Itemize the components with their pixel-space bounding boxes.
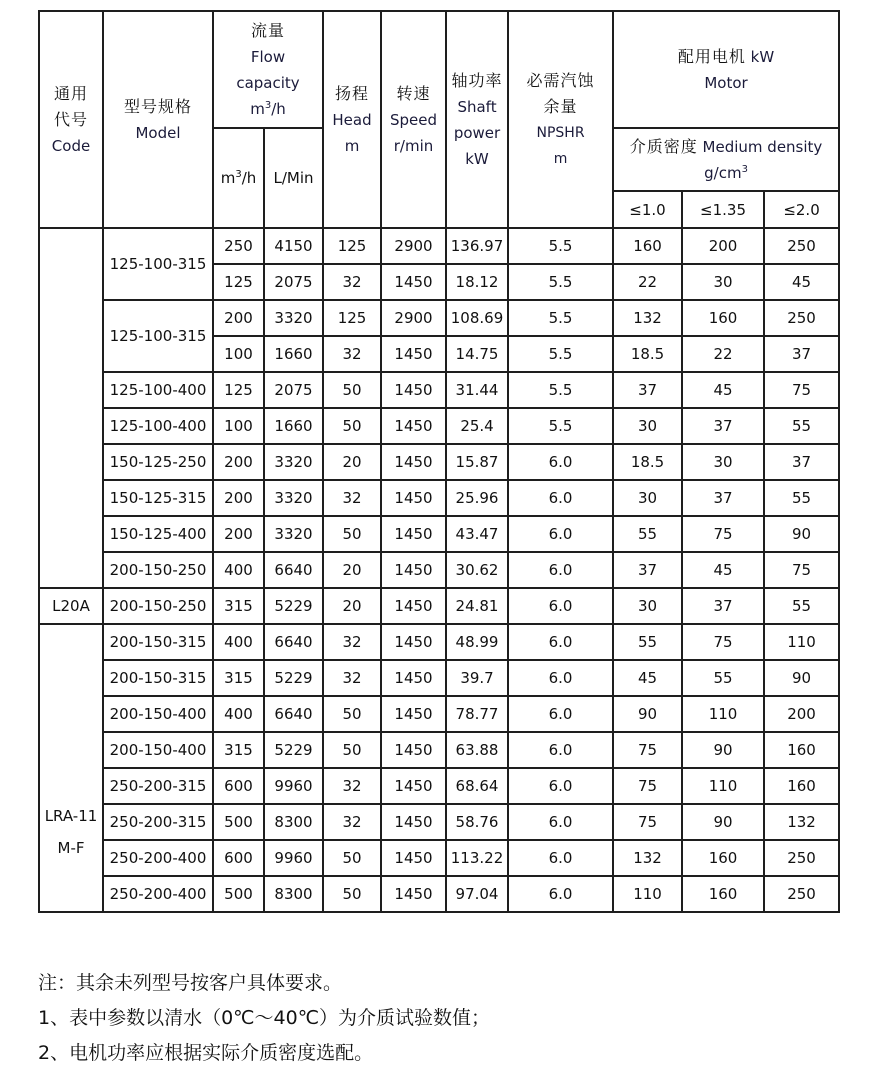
cell-shaft-power: 48.99 xyxy=(446,624,508,660)
table-row xyxy=(39,768,839,804)
cell-shaft-power: 18.12 xyxy=(446,264,508,300)
cell-flow-lmin: 8300 xyxy=(264,804,323,840)
cell-npshr: 6.0 xyxy=(508,696,613,732)
cell-npshr: 5.5 xyxy=(508,336,613,372)
cell-shaft-power: 31.44 xyxy=(446,372,508,408)
note-line: 1、表中参数以清水（0℃～40℃）为介质试验数值； xyxy=(38,1007,491,1029)
code-label: LRA-11 M-F xyxy=(44,807,98,857)
table-row xyxy=(39,444,839,480)
pump-spec-table xyxy=(38,10,840,913)
cell-motor-3: 37 xyxy=(764,444,839,480)
cell-shaft-power: 63.88 xyxy=(446,732,508,768)
cell-motor-3: 160 xyxy=(764,768,839,804)
cell-motor-2: 90 xyxy=(682,804,764,840)
cell-head: 50 xyxy=(323,696,381,732)
table-row xyxy=(39,480,839,516)
table-row xyxy=(39,588,839,624)
header-speed-en: Speed xyxy=(390,110,438,129)
cell-flow-lmin: 3320 xyxy=(264,444,323,480)
cell-motor-2: 160 xyxy=(682,876,764,912)
cell-model: 150-125-250 xyxy=(103,444,213,480)
cell-flow-m3h: 100 xyxy=(213,336,264,372)
cell-model: 125-100-315 xyxy=(103,300,213,372)
cell-flow-lmin: 3320 xyxy=(264,300,323,336)
header-density xyxy=(613,128,839,191)
cell-flow-m3h: 600 xyxy=(213,840,264,876)
table-row xyxy=(39,552,839,588)
table-row xyxy=(39,660,839,696)
cell-head: 20 xyxy=(323,552,381,588)
cell-flow-m3h: 200 xyxy=(213,516,264,552)
cell-speed: 1450 xyxy=(381,840,446,876)
cell-head: 50 xyxy=(323,516,381,552)
header-shaft-cn: 轴功率 xyxy=(451,70,503,90)
cell-motor-2: 45 xyxy=(682,552,764,588)
cell-flow-lmin: 3320 xyxy=(264,480,323,516)
cell-flow-lmin: 5229 xyxy=(264,732,323,768)
cell-shaft-power: 39.7 xyxy=(446,660,508,696)
cell-motor-1: 75 xyxy=(613,768,682,804)
cell-speed: 1450 xyxy=(381,516,446,552)
cell-head: 32 xyxy=(323,660,381,696)
table-row xyxy=(39,516,839,552)
cell-motor-1: 75 xyxy=(613,804,682,840)
cell-model: 200-150-250 xyxy=(103,552,213,588)
cell-head: 50 xyxy=(323,372,381,408)
cell-shaft-power: 78.77 xyxy=(446,696,508,732)
header-motor xyxy=(613,11,839,128)
header-code-en: Code xyxy=(51,136,91,155)
cell-motor-1: 37 xyxy=(613,552,682,588)
cell-shaft-power: 113.22 xyxy=(446,840,508,876)
cell-head: 125 xyxy=(323,300,381,336)
cell-flow-lmin: 6640 xyxy=(264,624,323,660)
header-motor-cn: 配用电机 xyxy=(677,46,746,66)
header-flow-m3h: $m^3/h$ xyxy=(213,128,264,228)
cell-flow-m3h: 400 xyxy=(213,696,264,732)
cell-shaft-power: 15.87 xyxy=(446,444,508,480)
table-row xyxy=(39,228,839,264)
cell-speed: 1450 xyxy=(381,804,446,840)
cell-motor-2: 75 xyxy=(682,624,764,660)
header-npshr-en: NPSHR xyxy=(536,124,585,141)
cell-motor-1: 37 xyxy=(613,372,682,408)
table-header xyxy=(39,11,839,228)
cell-motor-2: 37 xyxy=(682,588,764,624)
header-flow-unit: $m^3/h$ xyxy=(250,99,286,118)
cell-motor-1: 30 xyxy=(613,408,682,444)
header-npshr-cn1: 必需汽蚀 xyxy=(526,70,595,90)
header-motor-en: Motor xyxy=(704,73,748,92)
cell-motor-2: 30 xyxy=(682,264,764,300)
cell-shaft-power: 30.62 xyxy=(446,552,508,588)
cell-motor-3: 75 xyxy=(764,372,839,408)
cell-flow-lmin: 1660 xyxy=(264,336,323,372)
cell-code: L20A xyxy=(39,588,103,624)
cell-npshr: 5.5 xyxy=(508,408,613,444)
cell-speed: 1450 xyxy=(381,408,446,444)
cell-speed: 1450 xyxy=(381,336,446,372)
cell-head: 32 xyxy=(323,264,381,300)
cell-motor-1: 132 xyxy=(613,840,682,876)
cell-motor-3: 250 xyxy=(764,300,839,336)
cell-npshr: 6.0 xyxy=(508,444,613,480)
header-flow xyxy=(213,11,323,128)
cell-motor-2: 90 xyxy=(682,732,764,768)
cell-shaft-power: 108.69 xyxy=(446,300,508,336)
cell-motor-2: 55 xyxy=(682,660,764,696)
cell-head: 50 xyxy=(323,876,381,912)
cell-speed: 1450 xyxy=(381,552,446,588)
table-body xyxy=(39,228,839,912)
cell-motor-2: 30 xyxy=(682,444,764,480)
table-row xyxy=(39,300,839,336)
cell-npshr: 6.0 xyxy=(508,480,613,516)
header-npshr-unit: m xyxy=(553,150,568,167)
header-density-col-2: ≤1.35 xyxy=(682,191,764,228)
cell-motor-3: 200 xyxy=(764,696,839,732)
cell-motor-3: 55 xyxy=(764,588,839,624)
cell-motor-2: 75 xyxy=(682,516,764,552)
table-row xyxy=(39,876,839,912)
cell-flow-m3h: 125 xyxy=(213,372,264,408)
table-row xyxy=(39,840,839,876)
table-row xyxy=(39,372,839,408)
cell-motor-3: 110 xyxy=(764,624,839,660)
cell-head: 32 xyxy=(323,804,381,840)
cell-npshr: 6.0 xyxy=(508,840,613,876)
cell-speed: 1450 xyxy=(381,372,446,408)
cell-flow-m3h: 500 xyxy=(213,876,264,912)
cell-flow-m3h: 100 xyxy=(213,408,264,444)
cell-motor-1: 90 xyxy=(613,696,682,732)
header-code-cn2: 代号 xyxy=(53,109,88,129)
cell-flow-lmin: 9960 xyxy=(264,840,323,876)
cell-head: 32 xyxy=(323,336,381,372)
cell-head: 32 xyxy=(323,768,381,804)
header-npshr-cn2: 余量 xyxy=(543,96,578,116)
header-flow-en1: Flow xyxy=(250,47,286,66)
cell-flow-lmin: 5229 xyxy=(264,660,323,696)
header-flow-en2: capacity xyxy=(236,73,300,92)
cell-flow-lmin: 2075 xyxy=(264,372,323,408)
cell-shaft-power: 24.81 xyxy=(446,588,508,624)
header-motor-unit: kW xyxy=(750,47,775,66)
cell-flow-m3h: 400 xyxy=(213,552,264,588)
cell-model: 250-200-400 xyxy=(103,840,213,876)
cell-npshr: 5.5 xyxy=(508,264,613,300)
cell-speed: 1450 xyxy=(381,588,446,624)
cell-speed: 1450 xyxy=(381,480,446,516)
cell-flow-lmin: 6640 xyxy=(264,552,323,588)
cell-npshr: 6.0 xyxy=(508,624,613,660)
header-code-cn1: 通用 xyxy=(53,83,88,103)
cell-motor-3: 90 xyxy=(764,660,839,696)
cell-npshr: 5.5 xyxy=(508,372,613,408)
header-model-en: Model xyxy=(135,123,181,142)
cell-speed: 1450 xyxy=(381,768,446,804)
cell-model: 200-150-250 xyxy=(103,588,213,624)
cell-flow-lmin: 6640 xyxy=(264,696,323,732)
cell-model: 150-125-315 xyxy=(103,480,213,516)
cell-speed: 1450 xyxy=(381,660,446,696)
header-model-cn: 型号规格 xyxy=(123,96,192,116)
cell-motor-2: 160 xyxy=(682,840,764,876)
header-head-unit: m xyxy=(344,136,360,155)
cell-model: 200-150-400 xyxy=(103,732,213,768)
cell-motor-3: 55 xyxy=(764,480,839,516)
cell-speed: 2900 xyxy=(381,300,446,336)
cell-flow-m3h: 250 xyxy=(213,228,264,264)
table-row xyxy=(39,624,839,660)
cell-npshr: 6.0 xyxy=(508,876,613,912)
header-density-col-3: ≤2.0 xyxy=(764,191,839,228)
header-flow-lmin: L/Min xyxy=(264,128,323,228)
cell-shaft-power: 14.75 xyxy=(446,336,508,372)
cell-npshr: 6.0 xyxy=(508,516,613,552)
cell-head: 20 xyxy=(323,444,381,480)
cell-model: 150-125-400 xyxy=(103,516,213,552)
cell-flow-lmin: 3320 xyxy=(264,516,323,552)
cell-flow-m3h: 125 xyxy=(213,264,264,300)
cell-motor-3: 250 xyxy=(764,876,839,912)
cell-motor-1: 18.5 xyxy=(613,336,682,372)
cell-flow-m3h: 400 xyxy=(213,624,264,660)
header-density-unit: $g/cm^3$ xyxy=(704,163,748,182)
header-head-cn: 扬程 xyxy=(335,83,370,103)
cell-motor-2: 200 xyxy=(682,228,764,264)
header-shaft-en1: Shaft xyxy=(457,97,497,116)
table-row xyxy=(39,408,839,444)
cell-model: 125-100-315 xyxy=(103,228,213,300)
cell-flow-m3h: 200 xyxy=(213,480,264,516)
cell-motor-2: 110 xyxy=(682,768,764,804)
cell-motor-2: 22 xyxy=(682,336,764,372)
cell-flow-lmin: 1660 xyxy=(264,408,323,444)
cell-head: 50 xyxy=(323,732,381,768)
cell-head: 50 xyxy=(323,408,381,444)
cell-flow-lmin: 4150 xyxy=(264,228,323,264)
cell-model: 125-100-400 xyxy=(103,372,213,408)
cell-shaft-power: 25.96 xyxy=(446,480,508,516)
cell-flow-lmin: 8300 xyxy=(264,876,323,912)
cell-motor-3: 55 xyxy=(764,408,839,444)
cell-flow-m3h: 315 xyxy=(213,588,264,624)
notes xyxy=(38,966,490,1071)
cell-speed: 1450 xyxy=(381,876,446,912)
header-shaft-en2: power xyxy=(453,123,501,142)
cell-npshr: 5.5 xyxy=(508,228,613,264)
cell-shaft-power: 43.47 xyxy=(446,516,508,552)
header-head-en: Head xyxy=(332,110,372,129)
cell-motor-2: 37 xyxy=(682,408,764,444)
cell-motor-3: 250 xyxy=(764,840,839,876)
cell-model: 250-200-315 xyxy=(103,804,213,840)
cell-npshr: 6.0 xyxy=(508,804,613,840)
cell-speed: 1450 xyxy=(381,264,446,300)
cell-motor-1: 22 xyxy=(613,264,682,300)
cell-motor-3: 75 xyxy=(764,552,839,588)
cell-motor-1: 160 xyxy=(613,228,682,264)
cell-head: 20 xyxy=(323,588,381,624)
cell-shaft-power: 58.76 xyxy=(446,804,508,840)
cell-npshr: 6.0 xyxy=(508,588,613,624)
cell-motor-2: 37 xyxy=(682,480,764,516)
cell-flow-m3h: 200 xyxy=(213,444,264,480)
cell-model: 200-150-400 xyxy=(103,696,213,732)
cell-speed: 2900 xyxy=(381,228,446,264)
header-shaft-unit: kW xyxy=(465,149,489,168)
table-row xyxy=(39,732,839,768)
header-density-cn: 介质密度 xyxy=(629,136,698,156)
cell-head: 125 xyxy=(323,228,381,264)
cell-flow-lmin: 2075 xyxy=(264,264,323,300)
header-head xyxy=(323,11,381,228)
cell-flow-m3h: 315 xyxy=(213,732,264,768)
cell-head: 32 xyxy=(323,480,381,516)
header-density-en: Medium density xyxy=(702,137,823,156)
cell-motor-1: 110 xyxy=(613,876,682,912)
cell-flow-m3h: 500 xyxy=(213,804,264,840)
cell-speed: 1450 xyxy=(381,732,446,768)
cell-head: 32 xyxy=(323,624,381,660)
cell-flow-lmin: 5229 xyxy=(264,588,323,624)
cell-shaft-power: 68.64 xyxy=(446,768,508,804)
cell-npshr: 6.0 xyxy=(508,768,613,804)
cell-motor-1: 75 xyxy=(613,732,682,768)
header-speed-unit: r/min xyxy=(393,136,434,155)
cell-motor-3: 250 xyxy=(764,228,839,264)
header-shaft-power xyxy=(446,11,508,228)
cell-flow-m3h: 600 xyxy=(213,768,264,804)
cell-motor-1: 30 xyxy=(613,588,682,624)
table-row xyxy=(39,696,839,732)
cell-model: 200-150-315 xyxy=(103,660,213,696)
cell-motor-2: 110 xyxy=(682,696,764,732)
cell-head: 50 xyxy=(323,840,381,876)
cell-speed: 1450 xyxy=(381,696,446,732)
cell-model: 250-200-315 xyxy=(103,768,213,804)
cell-motor-2: 160 xyxy=(682,300,764,336)
cell-motor-3: 160 xyxy=(764,732,839,768)
cell-npshr: 6.0 xyxy=(508,552,613,588)
cell-motor-3: 45 xyxy=(764,264,839,300)
cell-flow-m3h: 315 xyxy=(213,660,264,696)
cell-flow-m3h: 200 xyxy=(213,300,264,336)
header-density-col-1: ≤1.0 xyxy=(613,191,682,228)
cell-code xyxy=(39,228,103,588)
cell-motor-1: 45 xyxy=(613,660,682,696)
header-code xyxy=(39,11,103,228)
cell-motor-1: 55 xyxy=(613,624,682,660)
cell-motor-1: 55 xyxy=(613,516,682,552)
cell-shaft-power: 136.97 xyxy=(446,228,508,264)
header-model xyxy=(103,11,213,228)
note-line: 注：其余未列型号按客户具体要求。 xyxy=(38,972,343,994)
cell-shaft-power: 97.04 xyxy=(446,876,508,912)
cell-motor-2: 45 xyxy=(682,372,764,408)
note-line: 2、电机功率应根据实际介质密度选配。 xyxy=(38,1042,374,1064)
cell-flow-lmin: 9960 xyxy=(264,768,323,804)
cell-motor-3: 37 xyxy=(764,336,839,372)
header-speed xyxy=(381,11,446,228)
cell-motor-1: 18.5 xyxy=(613,444,682,480)
table-row xyxy=(39,804,839,840)
cell-model: 250-200-400 xyxy=(103,876,213,912)
cell-npshr: 6.0 xyxy=(508,732,613,768)
cell-model: 125-100-400 xyxy=(103,408,213,444)
cell-model: 200-150-315 xyxy=(103,624,213,660)
header-flow-cn: 流量 xyxy=(251,20,286,40)
cell-motor-3: 132 xyxy=(764,804,839,840)
cell-code xyxy=(39,624,103,912)
cell-shaft-power: 25.4 xyxy=(446,408,508,444)
cell-motor-1: 30 xyxy=(613,480,682,516)
cell-npshr: 5.5 xyxy=(508,300,613,336)
cell-npshr: 6.0 xyxy=(508,660,613,696)
cell-speed: 1450 xyxy=(381,624,446,660)
header-npshr xyxy=(508,11,613,228)
header-speed-cn: 转速 xyxy=(396,83,431,103)
cell-motor-1: 132 xyxy=(613,300,682,336)
cell-speed: 1450 xyxy=(381,444,446,480)
cell-motor-3: 90 xyxy=(764,516,839,552)
